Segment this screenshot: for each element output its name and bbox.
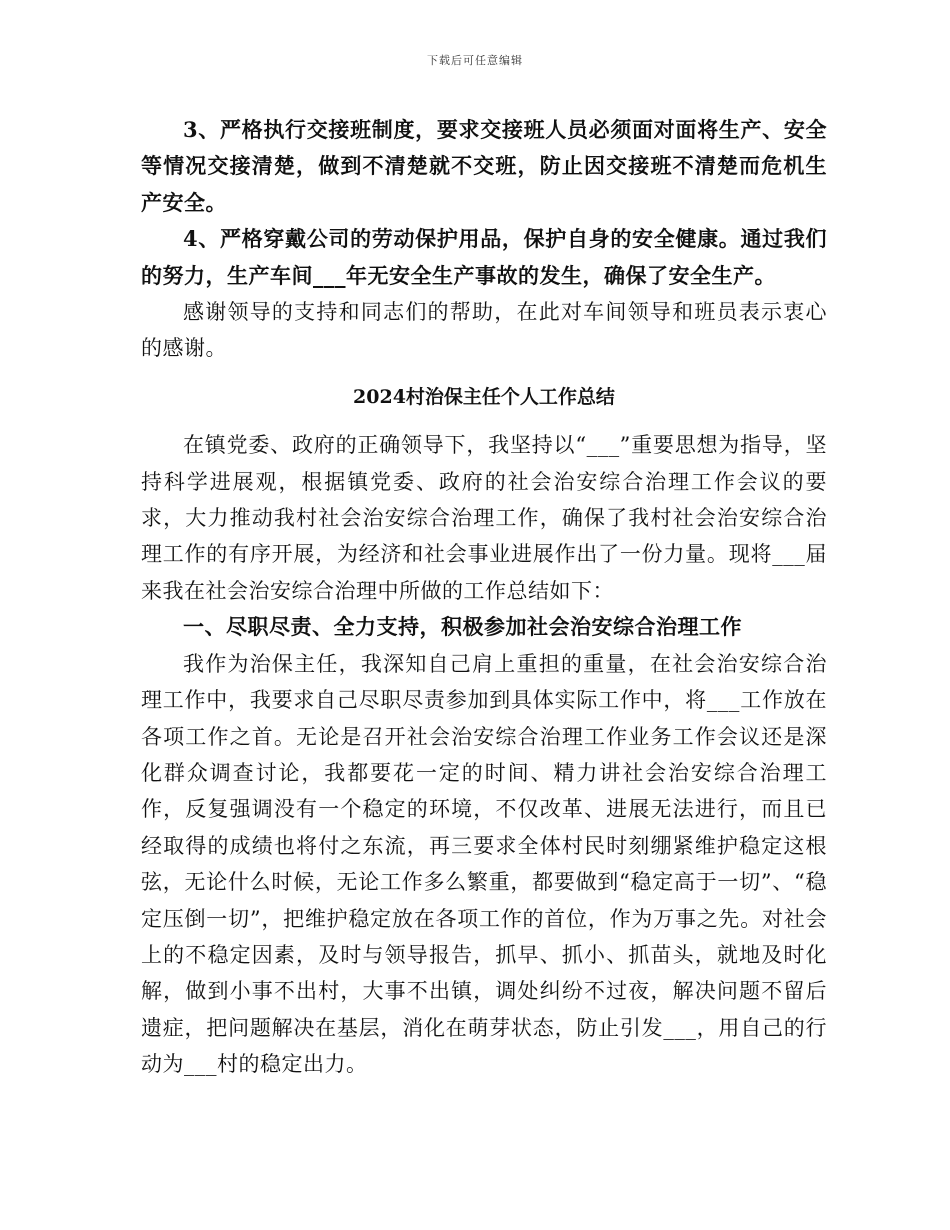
paragraph-item-3: 3、严格执行交接班制度，要求交接班人员必须面对面将生产、安全等情况交接清楚，做到不清楚就不交班，防止因交接班不清楚而危机生产安全。 — [141, 117, 827, 215]
document-title: 2024村治保主任个人工作总结 — [353, 385, 615, 408]
paragraph-thanks: 感谢领导的支持和同志们的帮助，在此对车间领导和班员表示衷心的感谢。 — [141, 300, 827, 361]
header-note: 下载后可任意编辑 — [427, 54, 523, 67]
paragraph-item-4: 4、严格穿戴公司的劳动保护用品，保护自身的安全健康。通过我们的努力，生产车间___年无安全生产事故的发生，确保了安全生产。 — [141, 226, 827, 288]
section-1-body: 我作为治保主任，我深知自己肩上重担的重量，在社会治安综合治理工作中，我要求自己尽职尽责参加到具体实际工作中，将___工作放在各项工作之首。无论是召开社会治安综合治理工作业务工作会议还是深化群众调查讨论，我都要花一定的时间、精力讲社会治安综合治理工作，反复强调没有一个稳定的环境，不仅改革、进展无法进行，而且已经取得的成绩也将付之东流，再三要求全体村民时刻绷紧维护稳定这根弦，无论什么时候，无论工作多么繁重，都要做到“稳定高于一切”、“稳定压倒一切”，把维护稳定放在各项工作的首位，作为万事之先。对社会上的不稳定因素，及时与领导报告，抓早、抓小、抓苗头，就地及时化解，做到小事不出村，大事不出镇，调处纠纷不过夜，解决问题不留后遗症，把问题解决在基层，消化在萌芽状态，防止引发___，用自己的行动为___村的稳定出力。 — [141, 651, 827, 1077]
document-body — [141, 112, 827, 1083]
paragraph-intro: 在镇党委、政府的正确领导下，我坚持以“___”重要思想为指导，坚持科学进展观，根据镇党委、政府的社会治安综合治理工作会议的要求，大力推动我村社会治安综合治理工作，确保了我村社会治安综合治理工作的有序开展，为经济和社会事业进展作出了一份力量。现将___届来我在社会治安综合治理中所做的工作总结如下： — [141, 433, 827, 603]
section-heading-1: 一、尽职尽责、全力支持，积极参加社会治安综合治理工作 — [183, 614, 742, 640]
